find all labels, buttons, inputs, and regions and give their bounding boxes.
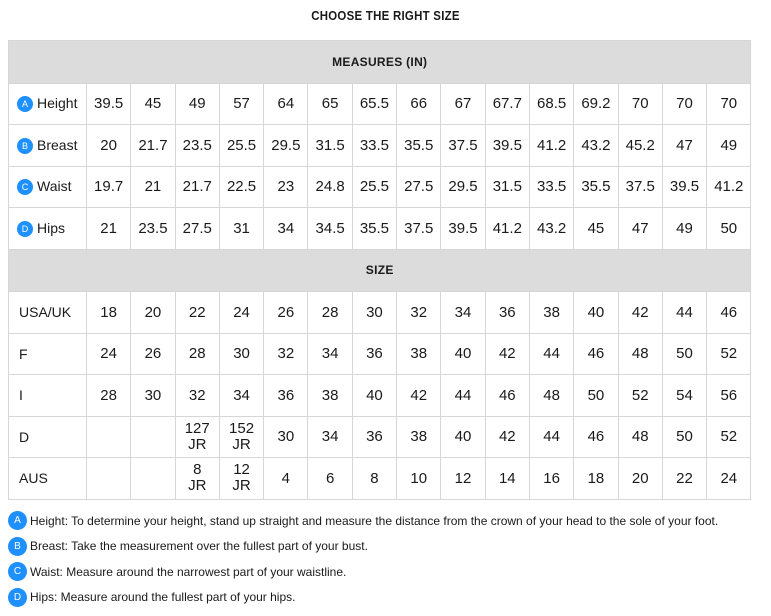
table-cell: 39.5	[441, 208, 485, 250]
table-cell: 50	[662, 416, 706, 458]
table-cell: 20	[618, 458, 662, 500]
table-cell: 34	[308, 333, 352, 375]
table-cell: 30	[131, 375, 175, 417]
table-cell: 44	[662, 292, 706, 334]
table-cell: 38	[397, 333, 441, 375]
table-cell: 20	[87, 125, 131, 167]
table-cell: 47	[618, 208, 662, 250]
table-cell: 65.5	[352, 83, 396, 125]
table-cell: 39.5	[87, 83, 131, 125]
table-cell: 4	[264, 458, 308, 500]
table-cell: 46	[574, 333, 618, 375]
table-cell: 44	[529, 416, 573, 458]
measures-header: MEASURES (IN)	[9, 41, 751, 84]
measure-row-breast	[9, 125, 751, 167]
table-cell: 21	[131, 166, 175, 208]
table-cell: 48	[529, 375, 573, 417]
badge-icon: C	[8, 562, 27, 581]
table-cell: 12 JR	[219, 458, 263, 500]
table-cell: 35.5	[397, 125, 441, 167]
note-item	[8, 559, 763, 585]
table-cell: 19.7	[87, 166, 131, 208]
table-cell: 68.5	[529, 83, 573, 125]
size-chart-table	[8, 40, 751, 500]
table-cell: 36	[352, 333, 396, 375]
table-cell: 23.5	[131, 208, 175, 250]
table-cell: 40	[441, 333, 485, 375]
measurement-notes	[8, 508, 763, 610]
table-cell: 21	[87, 208, 131, 250]
badge-icon: A	[17, 96, 33, 112]
measure-row-hips	[9, 208, 751, 250]
table-cell: 66	[397, 83, 441, 125]
table-cell: 24	[707, 458, 751, 500]
table-cell: 127 JR	[175, 416, 219, 458]
table-cell: 28	[87, 375, 131, 417]
measure-label: Breast	[37, 136, 78, 153]
badge-icon: C	[17, 179, 33, 195]
badge-icon: B	[8, 537, 27, 556]
table-cell	[87, 416, 131, 458]
table-cell: 10	[397, 458, 441, 500]
row-label	[9, 166, 87, 208]
table-cell: 70	[707, 83, 751, 125]
size-row-d	[9, 416, 751, 458]
table-cell: 32	[397, 292, 441, 334]
table-cell: 152 JR	[219, 416, 263, 458]
table-cell	[87, 458, 131, 500]
table-cell: 18	[574, 458, 618, 500]
table-cell: 70	[662, 83, 706, 125]
table-cell: 33.5	[352, 125, 396, 167]
table-cell: 43.2	[529, 208, 573, 250]
table-cell: 8	[352, 458, 396, 500]
table-cell: 28	[308, 292, 352, 334]
table-cell: 31	[219, 208, 263, 250]
note-item	[8, 585, 763, 611]
table-cell: 36	[264, 375, 308, 417]
table-cell: 46	[707, 292, 751, 334]
table-cell: 21.7	[175, 166, 219, 208]
badge-icon: D	[17, 221, 33, 237]
table-cell: 64	[264, 83, 308, 125]
table-cell: 49	[707, 125, 751, 167]
table-cell: 44	[529, 333, 573, 375]
table-cell: 38	[308, 375, 352, 417]
table-cell: 41.2	[485, 208, 529, 250]
table-cell: 26	[131, 333, 175, 375]
measure-row-waist	[9, 166, 751, 208]
table-cell: 35.5	[352, 208, 396, 250]
table-cell: 29.5	[441, 166, 485, 208]
row-label: AUS	[9, 458, 87, 500]
table-cell: 30	[264, 416, 308, 458]
measure-label: Height	[37, 95, 78, 112]
table-cell: 37.5	[441, 125, 485, 167]
size-row-usa-uk	[9, 292, 751, 334]
table-cell: 70	[618, 83, 662, 125]
size-row-i	[9, 375, 751, 417]
row-label	[9, 83, 87, 125]
note-text: Height: To determine your height, stand up straight and measure the distance from the crown of your head to the sole of your foot.	[30, 513, 719, 528]
table-cell: 42	[618, 292, 662, 334]
size-header: SIZE	[9, 249, 751, 292]
size-row-f	[9, 333, 751, 375]
table-cell: 24.8	[308, 166, 352, 208]
table-cell: 25.5	[352, 166, 396, 208]
table-cell: 22	[662, 458, 706, 500]
table-cell: 32	[175, 375, 219, 417]
table-cell: 34	[264, 208, 308, 250]
table-cell: 50	[662, 333, 706, 375]
table-cell: 25.5	[219, 125, 263, 167]
table-cell: 56	[707, 375, 751, 417]
table-cell: 32	[264, 333, 308, 375]
table-cell: 37.5	[397, 208, 441, 250]
table-cell: 48	[618, 416, 662, 458]
table-cell: 40	[574, 292, 618, 334]
table-cell: 22.5	[219, 166, 263, 208]
table-cell: 44	[441, 375, 485, 417]
note-text: Hips: Measure around the fullest part of your hips.	[30, 590, 296, 605]
measure-label: Hips	[37, 219, 66, 236]
table-cell: 67.7	[485, 83, 529, 125]
badge-icon: B	[17, 138, 33, 154]
measure-row-height	[9, 83, 751, 125]
table-cell: 24	[219, 292, 263, 334]
table-cell: 65	[308, 83, 352, 125]
row-label: D	[9, 416, 87, 458]
table-cell: 22	[175, 292, 219, 334]
table-cell	[131, 416, 175, 458]
table-cell: 39.5	[485, 125, 529, 167]
table-cell: 57	[219, 83, 263, 125]
size-header-row	[9, 249, 751, 292]
table-cell: 50	[707, 208, 751, 250]
row-label: F	[9, 333, 87, 375]
badge-icon: D	[8, 588, 27, 607]
table-cell: 45	[131, 83, 175, 125]
table-cell: 6	[308, 458, 352, 500]
table-cell: 30	[219, 333, 263, 375]
badge-icon: A	[8, 511, 27, 530]
row-label: USA/UK	[9, 292, 87, 334]
table-cell: 42	[397, 375, 441, 417]
table-cell: 29.5	[264, 125, 308, 167]
table-cell: 26	[264, 292, 308, 334]
table-cell: 37.5	[618, 166, 662, 208]
table-cell: 49	[662, 208, 706, 250]
table-cell: 50	[574, 375, 618, 417]
table-cell: 41.2	[529, 125, 573, 167]
table-cell: 34	[219, 375, 263, 417]
table-cell: 12	[441, 458, 485, 500]
measures-header-row	[9, 41, 751, 84]
table-cell: 27.5	[397, 166, 441, 208]
note-text: Breast: Take the measurement over the fullest part of your bust.	[30, 539, 368, 554]
table-cell: 52	[707, 416, 751, 458]
row-label	[9, 208, 87, 250]
table-cell: 34	[441, 292, 485, 334]
table-cell: 30	[352, 292, 396, 334]
table-cell: 38	[529, 292, 573, 334]
table-cell: 49	[175, 83, 219, 125]
table-cell: 47	[662, 125, 706, 167]
table-cell: 31.5	[485, 166, 529, 208]
table-cell: 38	[397, 416, 441, 458]
table-cell: 42	[485, 416, 529, 458]
table-cell: 52	[707, 333, 751, 375]
table-cell: 20	[131, 292, 175, 334]
note-item	[8, 508, 763, 534]
table-cell: 23	[264, 166, 308, 208]
table-cell: 45.2	[618, 125, 662, 167]
table-cell: 40	[441, 416, 485, 458]
table-cell	[131, 458, 175, 500]
note-item	[8, 534, 763, 560]
table-cell: 33.5	[529, 166, 573, 208]
table-cell: 54	[662, 375, 706, 417]
table-cell: 27.5	[175, 208, 219, 250]
table-cell: 36	[352, 416, 396, 458]
table-cell: 43.2	[574, 125, 618, 167]
table-cell: 18	[87, 292, 131, 334]
table-cell: 46	[485, 375, 529, 417]
table-cell: 36	[485, 292, 529, 334]
table-cell: 42	[485, 333, 529, 375]
table-cell: 48	[618, 333, 662, 375]
table-cell: 45	[574, 208, 618, 250]
table-cell: 39.5	[662, 166, 706, 208]
table-cell: 21.7	[131, 125, 175, 167]
measure-label: Waist	[37, 178, 72, 195]
table-cell: 31.5	[308, 125, 352, 167]
table-cell: 34	[308, 416, 352, 458]
table-cell: 35.5	[574, 166, 618, 208]
note-text: Waist: Measure around the narrowest part of your waistline.	[30, 564, 347, 579]
table-cell: 52	[618, 375, 662, 417]
table-cell: 8 JR	[175, 458, 219, 500]
table-cell: 14	[485, 458, 529, 500]
row-label	[9, 125, 87, 167]
table-cell: 23.5	[175, 125, 219, 167]
size-chart-body	[9, 41, 751, 500]
table-cell: 46	[574, 416, 618, 458]
table-cell: 28	[175, 333, 219, 375]
table-cell: 34.5	[308, 208, 352, 250]
table-cell: 16	[529, 458, 573, 500]
page-title: CHOOSE THE RIGHT SIZE	[311, 8, 460, 23]
table-cell: 41.2	[707, 166, 751, 208]
row-label: I	[9, 375, 87, 417]
table-cell: 69.2	[574, 83, 618, 125]
table-cell: 67	[441, 83, 485, 125]
size-row-aus	[9, 458, 751, 500]
table-cell: 40	[352, 375, 396, 417]
table-cell: 24	[87, 333, 131, 375]
